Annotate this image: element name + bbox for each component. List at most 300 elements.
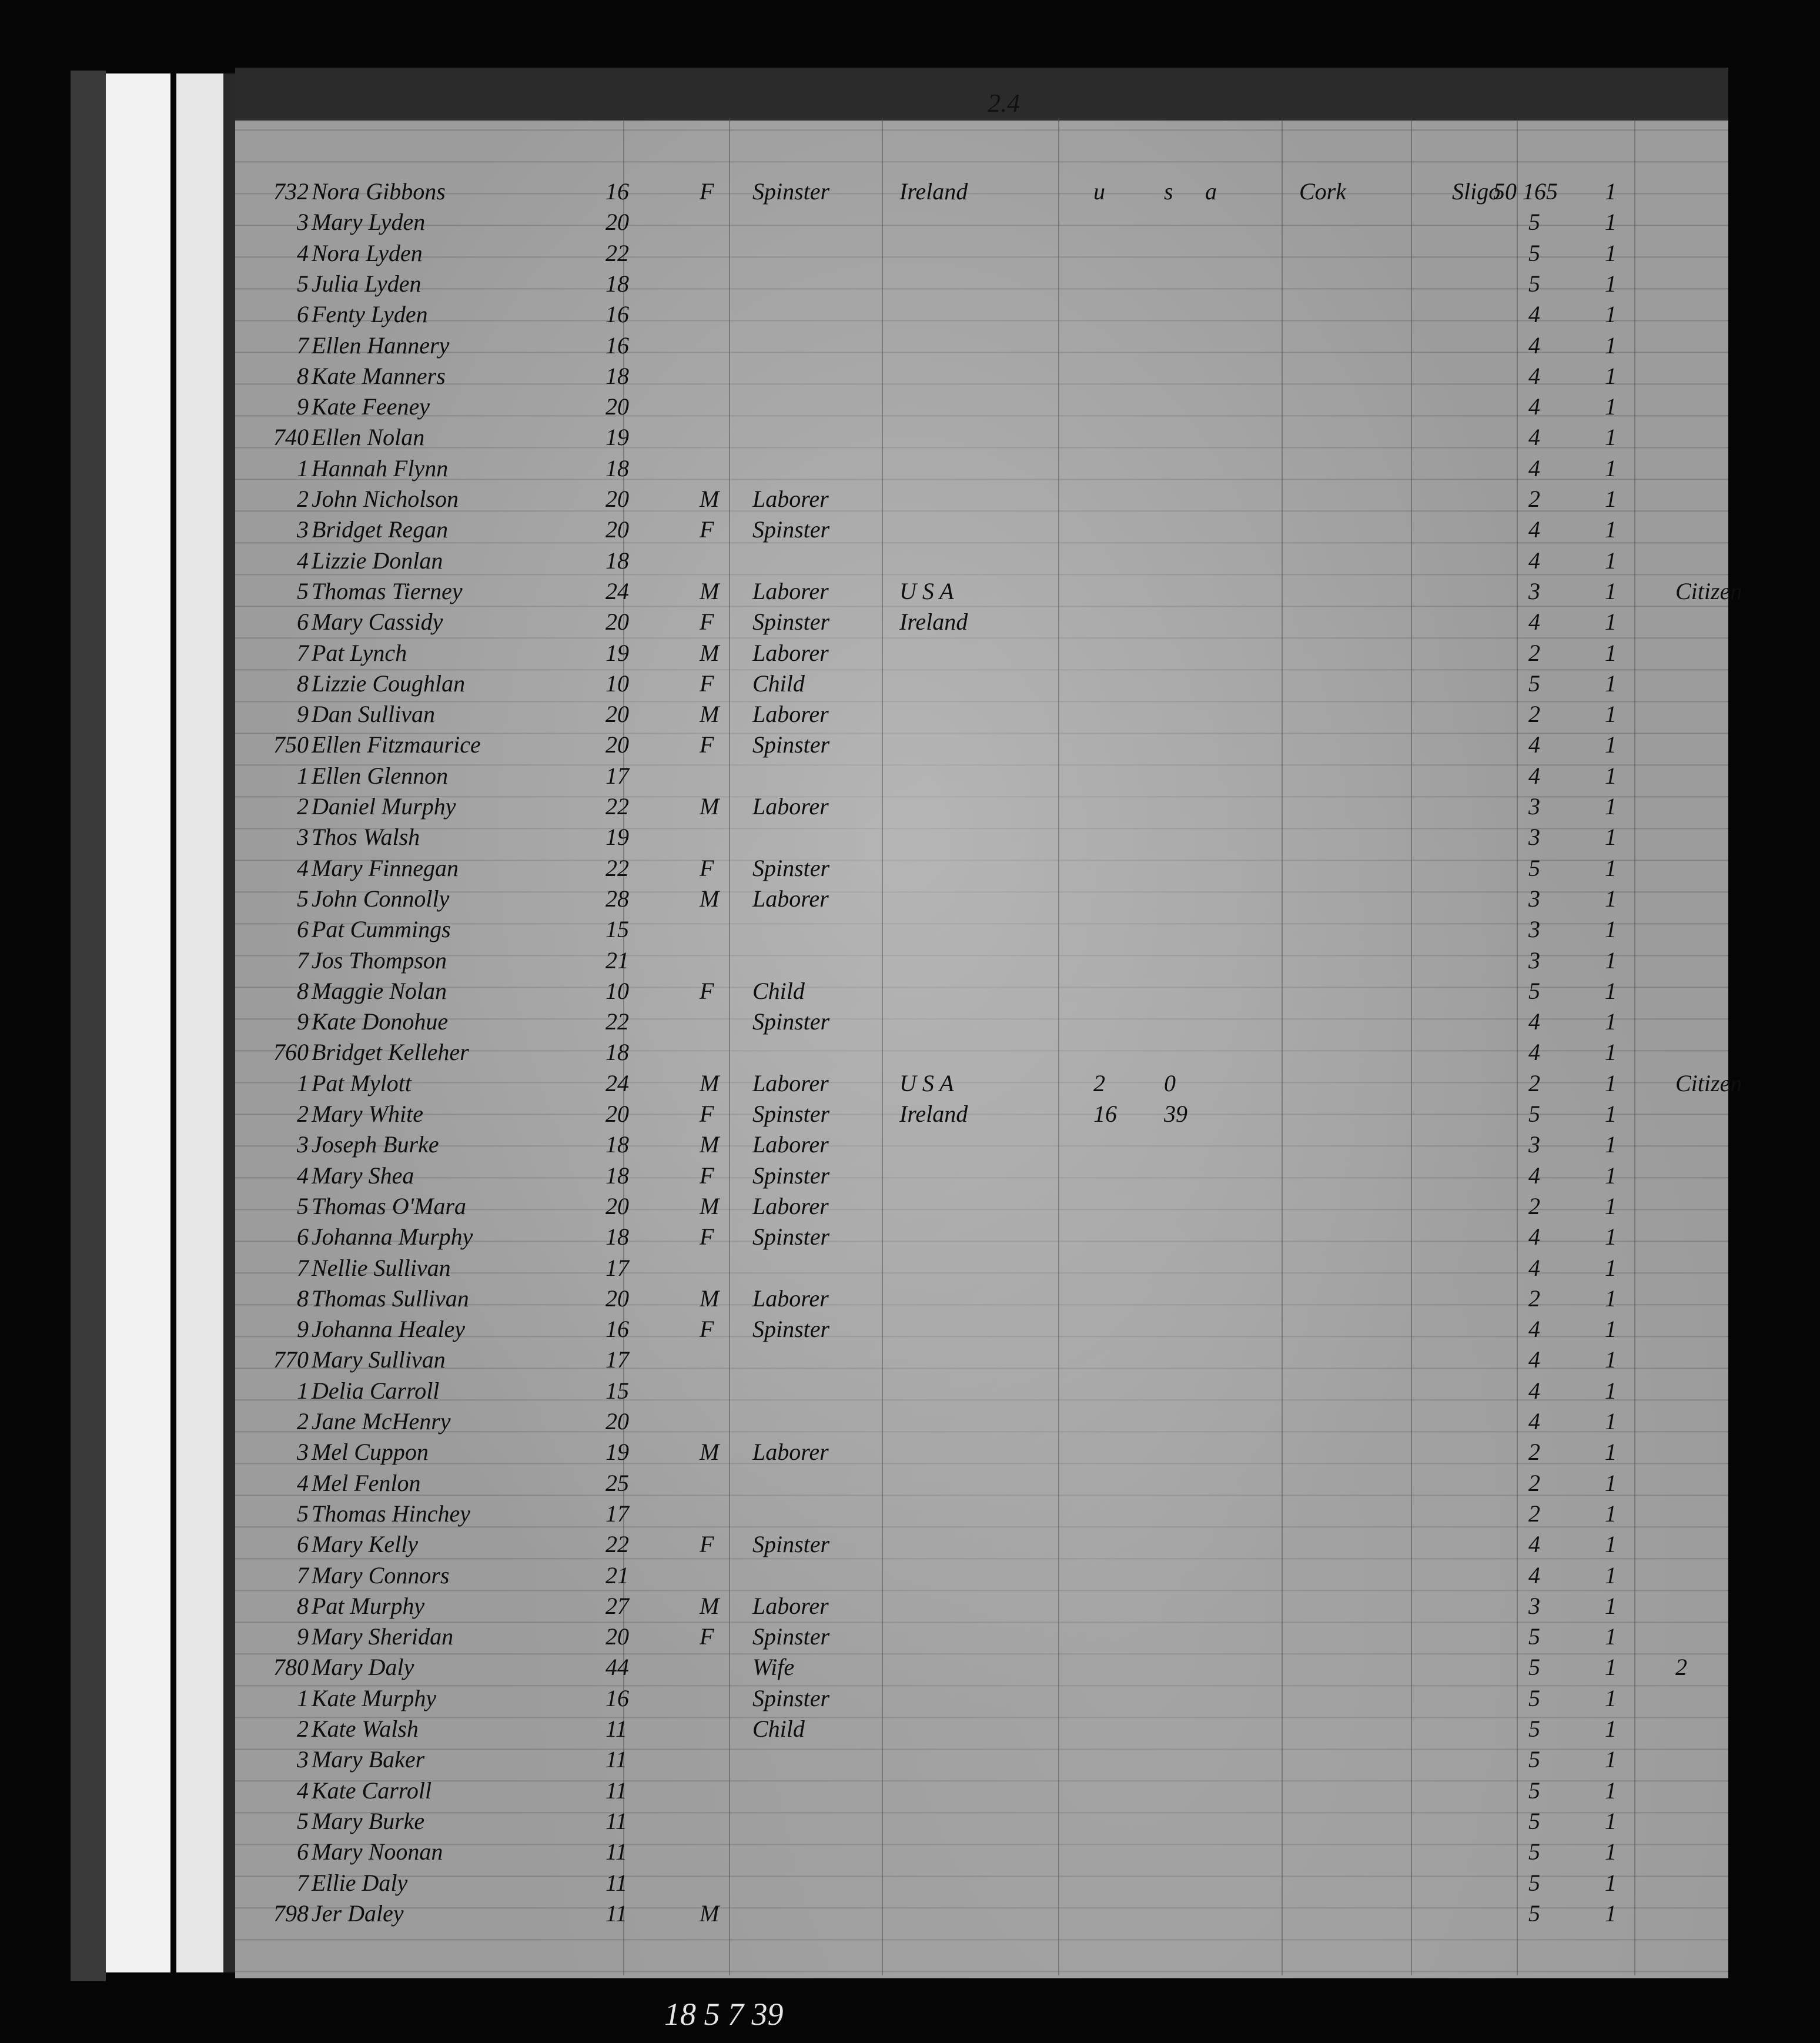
row-number: 3	[297, 209, 309, 236]
table-row	[235, 1898, 1728, 1929]
count: 1	[1605, 1623, 1617, 1650]
table-row	[235, 1499, 1728, 1529]
passenger-name: Mary Connors	[312, 1561, 450, 1589]
occupation: Spinster	[752, 516, 830, 543]
mark-1: u	[1093, 178, 1105, 205]
row-number: 4	[297, 239, 309, 266]
passenger-name: Nora Lyden	[312, 239, 423, 266]
count: 1	[1605, 577, 1617, 604]
nationality: U S A	[899, 1069, 954, 1096]
table-row	[235, 1129, 1728, 1160]
pieces: 5	[1528, 270, 1540, 297]
age: 16	[605, 301, 629, 328]
count: 1	[1605, 1654, 1617, 1681]
occupation: Laborer	[752, 486, 829, 512]
row-number: 7	[297, 639, 309, 666]
count: 1	[1605, 885, 1617, 912]
table-row	[235, 638, 1728, 668]
passenger-name: Hannah Flynn	[312, 454, 449, 482]
count: 1	[1605, 1223, 1617, 1250]
table-row	[235, 761, 1728, 791]
occupation: Wife	[752, 1654, 795, 1681]
count: 1	[1605, 301, 1617, 328]
passenger-name: Jane McHenry	[312, 1408, 451, 1435]
count: 1	[1605, 486, 1617, 512]
mark-2: s	[1164, 178, 1173, 205]
row-number: 2	[297, 1101, 309, 1127]
sex: M	[700, 1192, 720, 1219]
occupation: Laborer	[752, 1192, 829, 1219]
table-row	[235, 1560, 1728, 1591]
pieces: 2	[1528, 1500, 1540, 1527]
age: 11	[605, 1807, 628, 1834]
count: 1	[1605, 424, 1617, 451]
row-number: 1	[297, 1069, 309, 1096]
sex: F	[700, 1623, 714, 1650]
passenger-name: Kate Donohue	[312, 1008, 449, 1035]
table-row	[235, 699, 1728, 730]
age: 11	[605, 1838, 628, 1865]
passenger-name: Thos Walsh	[312, 824, 420, 851]
table-row	[235, 1652, 1728, 1683]
row-number: 7	[297, 1254, 309, 1281]
table-row	[235, 668, 1728, 699]
sex: F	[700, 977, 714, 1004]
sex: F	[700, 608, 714, 636]
table-row	[235, 1837, 1728, 1867]
passenger-name: Kate Feeney	[312, 393, 430, 420]
pieces: 5	[1528, 1684, 1540, 1711]
pieces: 2	[1528, 1285, 1540, 1312]
row-number: 3	[297, 1131, 309, 1158]
passenger-name: Kate Manners	[312, 362, 446, 389]
passenger-name: Lizzie Coughlan	[312, 670, 466, 697]
count: 1	[1605, 1285, 1617, 1312]
pieces: 5	[1528, 1101, 1540, 1127]
pieces: 5	[1528, 1900, 1540, 1927]
table-row	[235, 1529, 1728, 1560]
occupation: Child	[752, 977, 805, 1004]
mark-3: a	[1205, 178, 1217, 205]
passenger-name: Mary Cassidy	[312, 608, 443, 636]
count: 1	[1605, 793, 1617, 820]
count: 1	[1605, 1716, 1617, 1742]
pieces: 4	[1528, 516, 1540, 543]
pieces: 2	[1528, 1469, 1540, 1496]
table-row	[235, 1191, 1728, 1222]
count: 1	[1605, 977, 1617, 1004]
age: 11	[605, 1777, 628, 1804]
row-number: 2	[297, 1716, 309, 1742]
table-row	[235, 514, 1728, 545]
nationality: Ireland	[899, 1101, 968, 1127]
table-row	[235, 791, 1728, 822]
age: 20	[605, 1623, 629, 1650]
passenger-name: Kate Murphy	[312, 1684, 437, 1711]
pieces: 4	[1528, 1039, 1540, 1066]
pieces: 3	[1528, 577, 1540, 604]
sex: F	[700, 1531, 714, 1558]
count: 1	[1605, 1500, 1617, 1527]
passenger-name: Pat Cummings	[312, 916, 451, 943]
passenger-name: Fenty Lyden	[312, 301, 428, 328]
row-number: 5	[297, 1192, 309, 1219]
page-edge	[106, 73, 170, 1972]
sex: F	[700, 1101, 714, 1127]
passenger-name: Mel Cuppon	[312, 1439, 429, 1466]
count: 1	[1605, 1469, 1617, 1496]
table-row	[235, 576, 1742, 607]
passenger-name: Bridget Regan	[312, 516, 449, 543]
table-row	[235, 1283, 1728, 1314]
age: 44	[605, 1654, 629, 1681]
table-row	[235, 238, 1728, 269]
occupation: Laborer	[752, 701, 829, 728]
row-number: 8	[297, 1592, 309, 1619]
sex: M	[700, 1285, 720, 1312]
pieces: 2	[1528, 1192, 1540, 1219]
occupation: Spinster	[752, 1316, 830, 1343]
count: 1	[1605, 1900, 1617, 1927]
age: 11	[605, 1869, 628, 1896]
port: Cork	[1299, 178, 1346, 205]
count: 1	[1605, 270, 1617, 297]
row-number: 9	[297, 393, 309, 420]
table-row	[235, 330, 1728, 361]
age: 15	[605, 916, 629, 943]
occupation: Spinster	[752, 854, 830, 881]
pieces: 3	[1528, 1592, 1540, 1619]
row-number: 2	[297, 793, 309, 820]
occupation: Laborer	[752, 1592, 829, 1619]
age: 20	[605, 701, 629, 728]
count: 1	[1605, 1101, 1617, 1127]
row-number: 780	[273, 1654, 309, 1681]
count: 1	[1605, 916, 1617, 943]
row-number: 4	[297, 1162, 309, 1189]
occupation: Spinster	[752, 608, 830, 636]
table-row	[235, 822, 1728, 852]
table-row	[235, 453, 1728, 484]
pieces: 4	[1528, 1008, 1540, 1035]
occupation: Laborer	[752, 1439, 829, 1466]
pieces: 2	[1528, 1439, 1540, 1466]
count: 1	[1605, 1131, 1617, 1158]
pieces: 4	[1528, 1162, 1540, 1189]
mark-1: 16	[1093, 1101, 1117, 1127]
row-number: 6	[297, 608, 309, 636]
table-row	[235, 422, 1728, 453]
pieces: 5	[1528, 854, 1540, 881]
row-number: 3	[297, 1746, 309, 1773]
pieces: 5	[1528, 1746, 1540, 1773]
pieces: 4	[1528, 1561, 1540, 1589]
row-number: 5	[297, 885, 309, 912]
pieces: 4	[1528, 1346, 1540, 1373]
count: 1	[1605, 1807, 1617, 1834]
count: 1	[1605, 454, 1617, 482]
pieces: 4	[1528, 393, 1540, 420]
age: 21	[605, 947, 629, 974]
row-number: 6	[297, 301, 309, 328]
row-number: 5	[297, 577, 309, 604]
sex: M	[700, 885, 720, 912]
row-number: 798	[273, 1900, 309, 1927]
row-number: 6	[297, 1531, 309, 1558]
row-number: 1	[297, 1377, 309, 1404]
occupation: Laborer	[752, 577, 829, 604]
age: 22	[605, 854, 629, 881]
age: 22	[605, 1531, 629, 1558]
count: 1	[1605, 947, 1617, 974]
passenger-name: Thomas O'Mara	[312, 1192, 467, 1219]
gutter	[223, 73, 235, 1972]
mark-2: 39	[1164, 1101, 1187, 1127]
row-number: 4	[297, 1469, 309, 1496]
passenger-name: Thomas Sullivan	[312, 1285, 469, 1312]
row-number: 9	[297, 1316, 309, 1343]
sex: F	[700, 1223, 714, 1250]
age: 18	[605, 454, 629, 482]
citizen-note: Citizen	[1675, 577, 1742, 604]
pieces: 4	[1528, 1316, 1540, 1343]
passenger-name: Dan Sullivan	[312, 701, 435, 728]
row-number: 2	[297, 486, 309, 512]
row-number: 3	[297, 516, 309, 543]
passenger-name: Mary Daly	[312, 1654, 414, 1681]
pieces: 4	[1528, 608, 1540, 636]
occupation: Laborer	[752, 885, 829, 912]
passenger-name: Ellie Daly	[312, 1869, 408, 1896]
occupation: Spinster	[752, 1101, 830, 1127]
sex: M	[700, 486, 720, 512]
passenger-name: Mary Baker	[312, 1746, 425, 1773]
destination: Sligo	[1452, 178, 1501, 205]
pieces: 4	[1528, 1254, 1540, 1281]
pieces: 5	[1528, 1869, 1540, 1896]
table-row	[235, 1406, 1728, 1437]
row-number: 4	[297, 1777, 309, 1804]
table-row	[235, 1744, 1728, 1775]
passenger-name: Thomas Tierney	[312, 577, 463, 604]
passenger-name: Mary Lyden	[312, 209, 426, 236]
sheet-top-shadow	[235, 68, 1728, 121]
age: 18	[605, 1162, 629, 1189]
count: 1	[1605, 1069, 1617, 1096]
age: 19	[605, 424, 629, 451]
age: 20	[605, 1192, 629, 1219]
count: 1	[1605, 1254, 1617, 1281]
passenger-name: Maggie Nolan	[312, 977, 447, 1004]
age: 18	[605, 270, 629, 297]
count: 1	[1605, 639, 1617, 666]
passenger-name: Jos Thompson	[312, 947, 447, 974]
row-number: 3	[297, 824, 309, 851]
age: 19	[605, 824, 629, 851]
count: 1	[1605, 209, 1617, 236]
age: 20	[605, 516, 629, 543]
passenger-name: Julia Lyden	[312, 270, 421, 297]
row-number: 5	[297, 1500, 309, 1527]
passenger-name: Lizzie Donlan	[312, 547, 443, 574]
occupation: Spinster	[752, 1008, 830, 1035]
age: 15	[605, 1377, 629, 1404]
age: 18	[605, 547, 629, 574]
table-row	[235, 914, 1728, 945]
table-row	[235, 1714, 1728, 1744]
pieces: 5	[1528, 1716, 1540, 1742]
age: 17	[605, 1254, 629, 1281]
passenger-name: Pat Lynch	[312, 639, 407, 666]
pieces: 3	[1528, 885, 1540, 912]
row-number: 4	[297, 854, 309, 881]
occupation: Spinster	[752, 1162, 830, 1189]
row-number: 732	[273, 178, 309, 205]
count: 1	[1605, 362, 1617, 389]
row-number: 7	[297, 1869, 309, 1896]
age: 16	[605, 1684, 629, 1711]
pieces: 3	[1528, 947, 1540, 974]
row-number: 9	[297, 1008, 309, 1035]
sex: F	[700, 1316, 714, 1343]
table-row	[235, 1007, 1728, 1037]
age: 27	[605, 1592, 629, 1619]
table-row	[235, 1314, 1728, 1345]
count: 1	[1605, 332, 1617, 359]
pieces: 5	[1528, 1654, 1540, 1681]
sex: F	[700, 1162, 714, 1189]
table-row	[235, 884, 1728, 914]
row-number: 8	[297, 670, 309, 697]
sex: M	[700, 1900, 720, 1927]
table-row	[235, 607, 1728, 637]
row-number: 8	[297, 362, 309, 389]
footer-totals: 18 5 7 39	[664, 1997, 784, 2032]
count: 1	[1605, 608, 1617, 636]
age: 24	[605, 1069, 629, 1096]
passenger-name: Delia Carroll	[312, 1377, 440, 1404]
passenger-name: Mary Finnegan	[312, 854, 459, 881]
row-number: 740	[273, 424, 309, 451]
page-number: 2.4	[988, 89, 1020, 118]
pieces: 4	[1528, 731, 1540, 758]
passenger-name: Mary Sullivan	[312, 1346, 446, 1373]
pieces: 2	[1528, 486, 1540, 512]
age: 21	[605, 1561, 629, 1589]
passenger-name: Ellen Glennon	[312, 762, 449, 789]
table-row	[235, 1806, 1728, 1837]
passenger-name: Joseph Burke	[312, 1131, 439, 1158]
table-row	[235, 1222, 1728, 1252]
count: 1	[1605, 1316, 1617, 1343]
sex: M	[700, 577, 720, 604]
count: 1	[1605, 239, 1617, 266]
pieces: 5	[1528, 239, 1540, 266]
count: 1	[1605, 516, 1617, 543]
count: 1	[1605, 1039, 1617, 1066]
age: 11	[605, 1716, 628, 1742]
age: 20	[605, 209, 629, 236]
count: 1	[1605, 1684, 1617, 1711]
row-number: 1	[297, 1684, 309, 1711]
pieces: 4	[1528, 424, 1540, 451]
row-number: 8	[297, 977, 309, 1004]
pieces: 2	[1528, 701, 1540, 728]
table-row	[235, 976, 1728, 1007]
passenger-name: Mel Fenlon	[312, 1469, 421, 1496]
age: 11	[605, 1746, 628, 1773]
pieces: 2	[1528, 1069, 1540, 1096]
mark-1: 2	[1093, 1069, 1105, 1096]
row-number: 7	[297, 947, 309, 974]
count: 1	[1605, 1192, 1617, 1219]
occupation: Spinster	[752, 1223, 830, 1250]
sex: F	[700, 670, 714, 697]
occupation: Laborer	[752, 1069, 829, 1096]
row-number: 9	[297, 1623, 309, 1650]
passenger-name: Mary Burke	[312, 1807, 425, 1834]
mark-2: 0	[1164, 1069, 1176, 1096]
count: 1	[1605, 1592, 1617, 1619]
table-row	[235, 1437, 1728, 1467]
count: 1	[1605, 1008, 1617, 1035]
table-row	[235, 1683, 1728, 1714]
table-row	[235, 269, 1728, 299]
age: 20	[605, 486, 629, 512]
table-row	[235, 1868, 1728, 1898]
row-number: 1	[297, 762, 309, 789]
passenger-name: Bridget Kelleher	[312, 1039, 469, 1066]
count: 1	[1605, 670, 1617, 697]
table-row	[235, 730, 1728, 760]
count: 1	[1605, 1746, 1617, 1773]
passenger-name: Mary Kelly	[312, 1531, 419, 1558]
count: 1	[1605, 1346, 1617, 1373]
passenger-name: Kate Carroll	[312, 1777, 432, 1804]
pieces: 3	[1528, 916, 1540, 943]
binding-strip	[71, 71, 106, 1981]
sex: F	[700, 516, 714, 543]
occupation: Child	[752, 1716, 805, 1742]
table-row	[235, 361, 1728, 392]
table-row	[235, 1068, 1742, 1099]
age: 18	[605, 1039, 629, 1066]
count: 1	[1605, 1439, 1617, 1466]
count: 1	[1605, 731, 1617, 758]
sex: F	[700, 731, 714, 758]
nationality: Ireland	[899, 178, 968, 205]
table-row	[235, 1376, 1728, 1406]
pieces: 5	[1528, 1807, 1540, 1834]
pieces: 5	[1528, 977, 1540, 1004]
occupation: Laborer	[752, 793, 829, 820]
age: 16	[605, 1316, 629, 1343]
nationality: U S A	[899, 577, 954, 604]
table-row	[235, 484, 1728, 514]
occupation: Laborer	[752, 1285, 829, 1312]
pieces: 4	[1528, 1377, 1540, 1404]
row-number: 1	[297, 454, 309, 482]
row-number: 6	[297, 916, 309, 943]
nationality: Ireland	[899, 608, 968, 636]
count: 1	[1605, 824, 1617, 851]
table-row	[235, 945, 1728, 976]
passenger-name: Mary Noonan	[312, 1838, 443, 1865]
table-row	[235, 207, 1728, 238]
pieces: 4	[1528, 362, 1540, 389]
passenger-name: Nellie Sullivan	[312, 1254, 451, 1281]
pieces: 3	[1528, 824, 1540, 851]
